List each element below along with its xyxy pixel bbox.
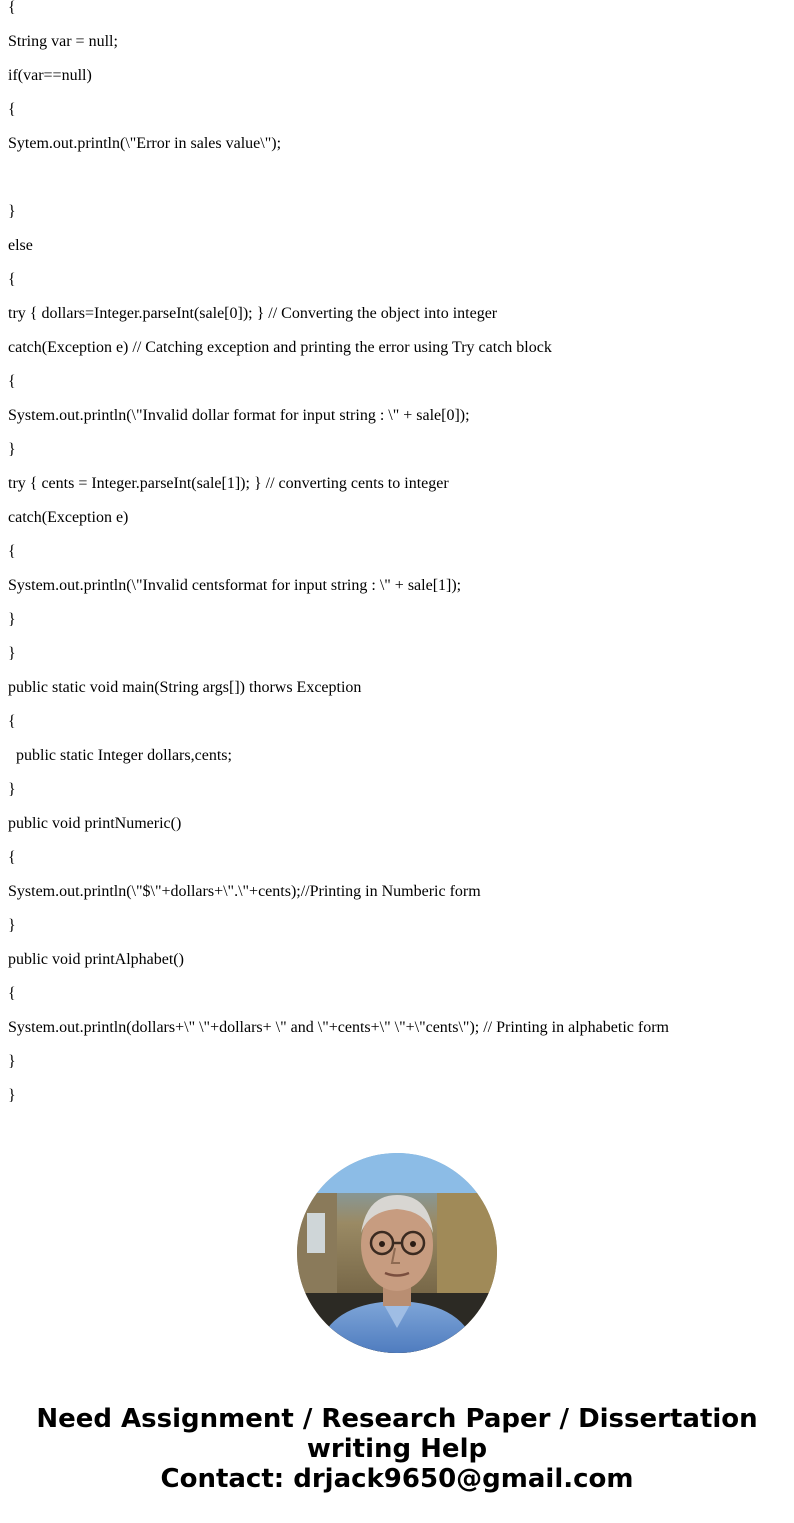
code-line: System.out.println(\"Invalid centsformat for input string : \" + sale[1]); bbox=[8, 577, 462, 594]
code-line: else bbox=[8, 237, 33, 254]
code-line: { bbox=[8, 985, 16, 1002]
code-line: public static Integer dollars,cents; bbox=[8, 747, 232, 764]
author-avatar bbox=[297, 1153, 497, 1353]
code-line: if(var==null) bbox=[8, 67, 92, 84]
code-line: try { cents = Integer.parseInt(sale[1]); } // converting cents to integer bbox=[8, 475, 449, 492]
code-line: { bbox=[8, 543, 16, 560]
code-line: Sytem.out.println(\"Error in sales value\"); bbox=[8, 135, 282, 152]
code-line: { bbox=[8, 373, 16, 390]
code-line: public static void main(String args[]) thorws Exception bbox=[8, 679, 362, 696]
promo-line-2: writing Help bbox=[306, 1434, 488, 1464]
code-line: { bbox=[8, 0, 16, 16]
code-line: try { dollars=Integer.parseInt(sale[0]); } // Converting the object into integer bbox=[8, 305, 498, 322]
code-line: } bbox=[8, 917, 16, 934]
code-line: } bbox=[8, 611, 16, 628]
code-line: public void printAlphabet() bbox=[8, 951, 184, 968]
code-line: { bbox=[8, 713, 16, 730]
code-line: } bbox=[8, 1087, 16, 1104]
code-line: } bbox=[8, 1053, 16, 1070]
author-photo-icon bbox=[297, 1153, 497, 1353]
code-line bbox=[8, 170, 788, 204]
code-line: public void printNumeric() bbox=[8, 815, 182, 832]
code-line: { bbox=[8, 271, 16, 288]
code-line: String var = null; bbox=[8, 33, 118, 50]
code-line: System.out.println(\"Invalid dollar format for input string : \" + sale[0]); bbox=[8, 407, 470, 424]
code-line: System.out.println(dollars+\" \"+dollars+ \" and \"+cents+\" \"+\"cents\"); // Printing in alphabetic form bbox=[8, 1019, 669, 1036]
code-line: } bbox=[8, 441, 16, 458]
code-listing bbox=[8, 0, 788, 1122]
promo-banner bbox=[0, 1404, 794, 1494]
promo-line-1: Need Assignment / Research Paper / Dissertation bbox=[36, 1404, 758, 1434]
code-line: System.out.println(\"$\"+dollars+\".\"+cents);//Printing in Numberic form bbox=[8, 883, 481, 900]
code-line: { bbox=[8, 101, 16, 118]
code-line: { bbox=[8, 849, 16, 866]
code-line: } bbox=[8, 645, 16, 662]
code-line: catch(Exception e) bbox=[8, 509, 129, 526]
code-line: } bbox=[8, 781, 16, 798]
promo-contact: Contact: drjack9650@gmail.com bbox=[160, 1464, 634, 1494]
code-line: catch(Exception e) // Catching exception and printing the error using Try catch block bbox=[8, 339, 552, 356]
code-line: } bbox=[8, 203, 16, 220]
